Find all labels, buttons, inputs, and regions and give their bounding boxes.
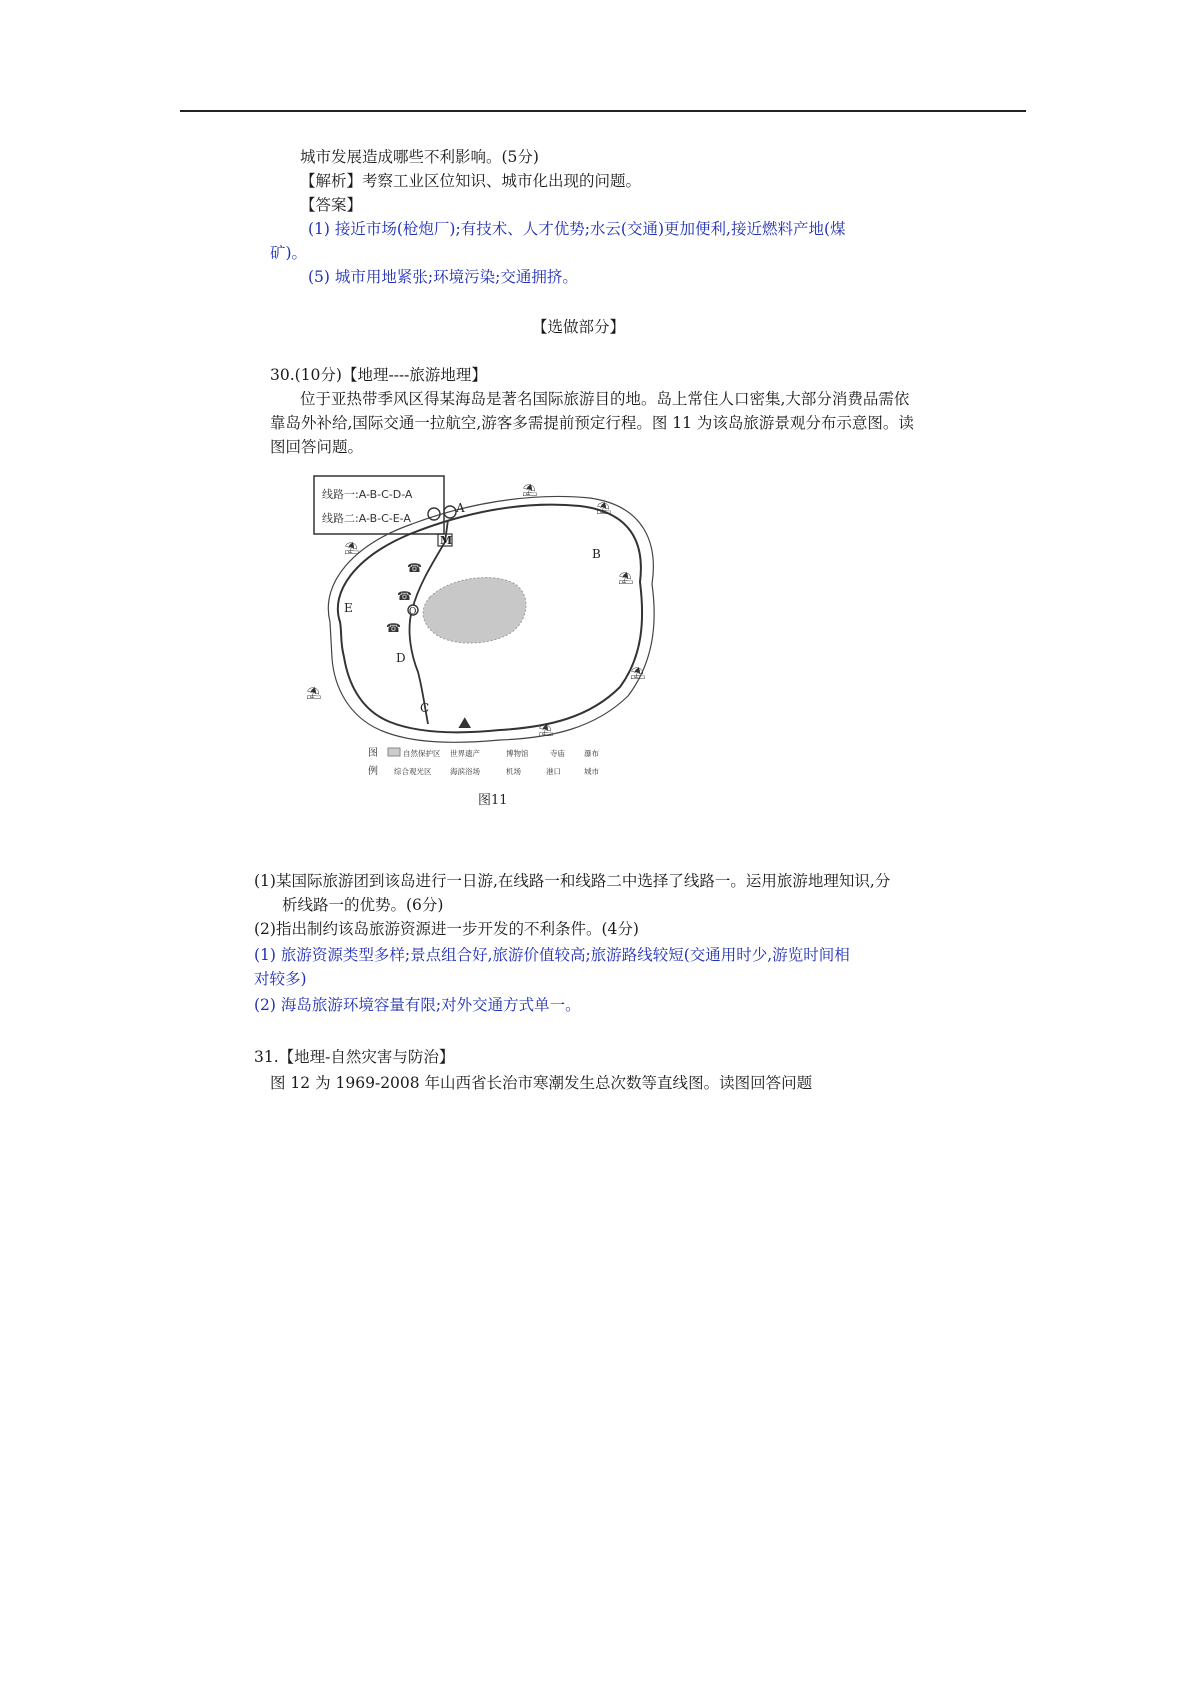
q30-sub1-line1: (1)某国际旅游团到该岛进行一日游,在线路一和线路二中选择了线路一。运用旅游地理知识,分 — [254, 872, 891, 890]
legend-title-1: 图 — [368, 748, 378, 759]
beach-icon-5: ⛱ — [630, 666, 646, 680]
section-title: 【选做部分】 — [532, 318, 626, 336]
temple-icon-3: ☎ — [386, 621, 401, 635]
q30-answer1-line2: 对较多) — [254, 970, 307, 988]
answer-1-line2: 矿)。 — [270, 244, 308, 262]
legend-temple-text: 寺庙 — [550, 749, 565, 758]
legend-airport-text: 机场 — [506, 767, 521, 776]
point-label-a: A — [456, 501, 465, 515]
legend-nature-text: 自然保护区 — [403, 749, 441, 758]
q30-paragraph-line1: 位于亚热带季风区得某海岛是著名国际旅游目的地。岛上常住人口密集,大部分消费品需依 — [300, 390, 910, 408]
route-legend-box — [314, 476, 444, 534]
q30-paragraph-line3: 图回答问题。 — [270, 438, 364, 456]
q30-sub1-line2: 析线路一的优势。(6分) — [282, 896, 444, 914]
waterfall-icon: ⛰ — [458, 713, 472, 732]
temple-icon-1: ☎ — [407, 561, 422, 575]
prev-question-text: 城市发展造成哪些不利影响。(5分) — [300, 148, 539, 166]
beach-icon-6: ⛱ — [538, 723, 554, 737]
point-label-e: E — [344, 601, 353, 615]
beach-icon-7: ⛱ — [306, 686, 322, 700]
point-label-b: B — [592, 547, 601, 561]
q31-text: 图 12 为 1969-2008 年山西省长治市寒潮发生总次数等直线图。读图回答问题 — [270, 1074, 813, 1092]
nature-reserve-area — [423, 578, 526, 643]
legend-city-text: 城市 — [584, 767, 599, 776]
answer-heading: 【答案】 — [300, 196, 363, 214]
legend-museum-text: 博物馆 — [506, 749, 529, 758]
figure-caption: 图11 — [478, 793, 508, 808]
point-label-c: C — [420, 701, 430, 715]
beach-icon-4: ⛱ — [618, 571, 634, 585]
answer-5: (5) 城市用地紧张;环境污染;交通拥挤。 — [308, 268, 578, 286]
legend-beach-text: 海滨浴场 — [450, 767, 480, 776]
legend-heritage-text: 世界遗产 — [450, 749, 480, 758]
q30-heading: 30.(10分)【地理----旅游地理】 — [270, 366, 487, 384]
legend-scenic-text: 综合观光区 — [394, 767, 432, 776]
q31-heading: 31.【地理-自然灾害与防治】 — [254, 1048, 455, 1066]
airport-icon — [428, 508, 440, 520]
island-map-svg — [300, 472, 700, 812]
legend-title-2: 例 — [368, 766, 378, 777]
beach-icon-2: ⛱ — [596, 501, 612, 515]
q30-answer2: (2) 海岛旅游环境容量有限;对外交通方式单一。 — [254, 996, 581, 1014]
route2-label: 线路二:A-B-C-E-A — [322, 512, 411, 525]
q30-paragraph-line2: 靠岛外补给,国际交通一拉航空,游客多需提前预定行程。图 11 为该岛旅游景观分布示意图。读 — [270, 414, 914, 432]
point-label-o: O — [409, 607, 417, 617]
beach-icon-1: ⛱ — [522, 483, 538, 497]
point-label-d: D — [396, 651, 406, 665]
q30-answer1-line1: (1) 旅游资源类型多样;景点组合好,旅游价值较高;旅游路线较短(交通用时少,游览时间相 — [254, 946, 850, 964]
q30-sub2: (2)指出制约该岛旅游资源进一步开发的不利条件。(4分) — [254, 920, 639, 938]
island-tour-map — [300, 472, 700, 812]
legend-nature-swatch — [388, 748, 400, 756]
point-label-m: M — [440, 534, 453, 547]
legend-port-text: 港口 — [546, 767, 561, 776]
legend-waterfall-text: 瀑布 — [584, 749, 599, 758]
analysis-text: 【解析】考察工业区位知识、城市化出现的问题。 — [300, 172, 642, 190]
temple-icon-2: ☎ — [397, 589, 412, 603]
route1-label: 线路一:A-B-C-D-A — [322, 488, 413, 501]
beach-icon-3: ⛱ — [344, 541, 360, 555]
header-rule — [180, 110, 1026, 112]
answer-1-line1: (1) 接近市场(枪炮厂);有技术、人才优势;水云(交通)更加便利,接近燃料产地(煤 — [308, 220, 846, 238]
